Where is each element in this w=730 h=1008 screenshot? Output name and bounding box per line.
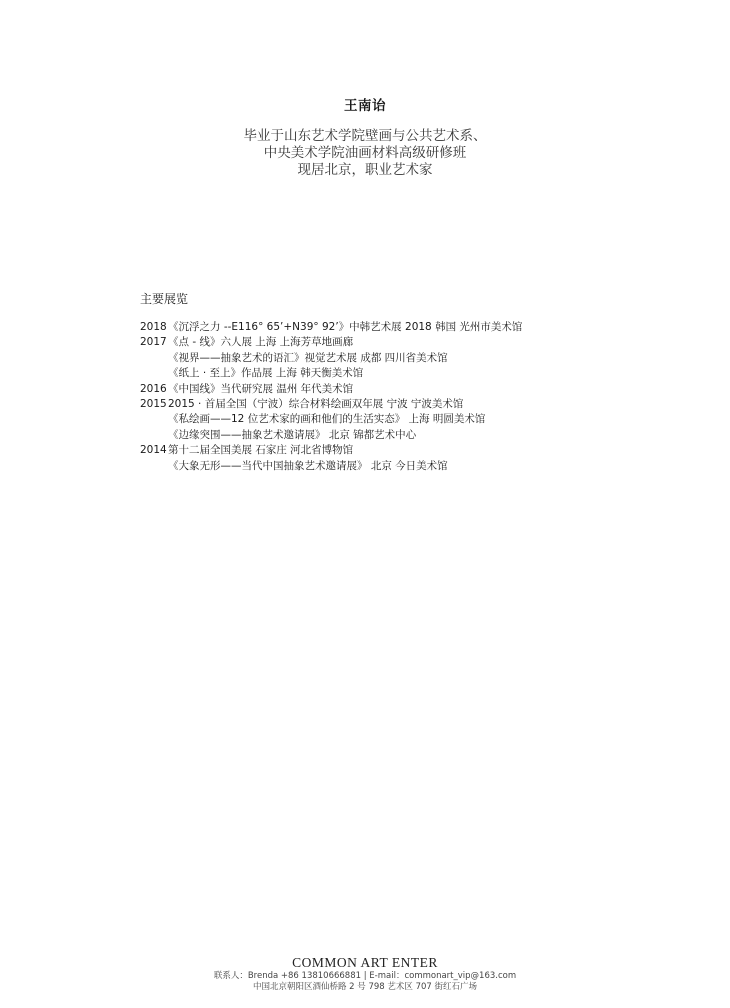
exhibition-year — [140, 412, 168, 427]
exhibition-row — [140, 459, 600, 474]
exhibition-row — [140, 366, 600, 381]
artist-bio — [0, 128, 730, 179]
exhibitions-heading: 主要展览 — [140, 292, 189, 306]
exhibition-entry: 《视界——抽象艺术的语汇》视觉艺术展 成都 四川省美术馆 — [168, 351, 448, 364]
exhibition-row — [140, 320, 600, 335]
contact-line: 联系人：Brenda +86 13810666881 | E-mail：commonart_vip@163.com — [213, 971, 517, 981]
exhibition-row — [140, 382, 600, 397]
gallery-brand: COMMON ART ENTER — [292, 955, 438, 970]
page-footer — [0, 954, 730, 993]
exhibition-list — [140, 320, 600, 474]
exhibition-year — [140, 428, 168, 443]
exhibition-row — [140, 335, 600, 350]
exhibition-entry: 2015 · 首届全国（宁波）综合材料绘画双年展 宁波 宁波美术馆 — [168, 398, 464, 411]
exhibition-entry: 《纸上 · 至上》作品展 上海 韩天衡美术馆 — [168, 367, 364, 380]
bio-line: 现居北京，职业艺术家 — [297, 162, 433, 178]
exhibition-year: 2017 — [140, 336, 167, 349]
bio-line: 中央美术学院油画材料高级研修班 — [263, 145, 467, 161]
exhibition-entry: 《私绘画——12 位艺术家的画和他们的生活实态》 上海 明圆美术馆 — [168, 413, 486, 426]
exhibition-year: 2014 — [140, 444, 167, 457]
exhibition-year: 2015 — [140, 398, 167, 411]
exhibition-entry: 《中国线》当代研究展 温州 年代美术馆 — [168, 382, 354, 395]
exhibition-row — [140, 412, 600, 427]
exhibition-year: 2016 — [140, 382, 167, 395]
exhibition-entry: 《沉浮之力 --E116° 65’+N39° 92’》中韩艺术展 2018 韩国 光州市美术馆 — [168, 321, 523, 333]
exhibition-year: 2018 — [140, 321, 167, 333]
exhibition-row — [140, 351, 600, 366]
artist-name: 王南诒 — [344, 98, 386, 114]
address-line: 中国北京朝阳区酒仙桥路 2 号 798 艺术区 707 街红石广场 — [252, 982, 478, 992]
bio-line: 毕业于山东艺术学院壁画与公共艺术系、 — [243, 128, 487, 144]
exhibition-row — [140, 397, 600, 412]
exhibition-year — [140, 366, 168, 381]
exhibition-row — [140, 428, 600, 443]
exhibition-entry: 《边缘突围——抽象艺术邀请展》 北京 锦都艺术中心 — [168, 428, 417, 441]
exhibition-year — [140, 351, 168, 366]
exhibition-entry: 第十二届全国美展 石家庄 河北省博物馆 — [168, 444, 354, 457]
exhibition-entry: 《大象无形——当代中国抽象艺术邀请展》 北京 今日美术馆 — [168, 459, 448, 472]
exhibition-entry: 《点 - 线》六人展 上海 上海芳草地画廊 — [168, 336, 354, 349]
exhibition-row — [140, 443, 600, 458]
exhibition-year — [140, 459, 168, 474]
